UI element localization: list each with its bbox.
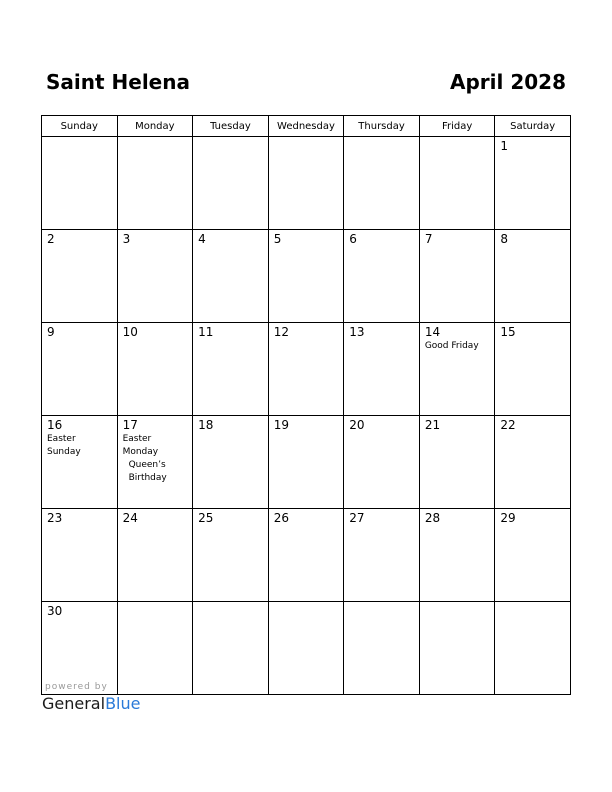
day-cell [419,323,495,416]
day-number: 1 [500,139,509,153]
day-cell [193,230,269,323]
weekday-monday: Monday [117,116,193,137]
day-cell [268,416,344,509]
holiday-label: Queen’s Birthday [128,460,167,483]
day-cell [42,509,118,602]
day-cell [495,137,571,230]
day-cell [117,323,193,416]
day-number: 27 [349,511,365,525]
weekday-tuesday: Tuesday [193,116,269,137]
calendar-grid [41,115,571,695]
day-number: 6 [349,232,357,246]
week-row [42,323,571,416]
day-cell [42,137,118,230]
day-number: 4 [198,232,206,246]
day-number: 9 [47,325,55,339]
day-number: 13 [349,325,365,339]
day-number: 12 [273,325,289,339]
day-cell [193,416,269,509]
weekday-sunday: Sunday [42,116,118,137]
day-number: 25 [198,511,214,525]
day-cell [419,509,495,602]
day-cell [419,137,495,230]
day-cell [344,416,420,509]
day-cell [42,602,118,695]
day-number: 2 [47,232,55,246]
day-cell [268,509,344,602]
weekday-thursday: Thursday [344,116,420,137]
day-cell [419,230,495,323]
week-row [42,509,571,602]
day-cell [495,509,571,602]
day-number: 29 [500,511,516,525]
day-cell [117,137,193,230]
day-number: 23 [47,511,63,525]
day-cell [117,602,193,695]
day-cell [495,602,571,695]
day-cell [117,416,193,509]
day-number: 18 [198,418,214,432]
week-row [42,602,571,695]
day-number: 5 [273,232,282,246]
day-cell [495,323,571,416]
month-title: April 2028 [450,70,566,94]
day-number: 19 [273,418,289,432]
day-number: 28 [424,511,441,525]
day-number: 21 [424,418,441,432]
day-cell [193,137,269,230]
brand-logo[interactable] [42,694,140,713]
day-cell [42,230,118,323]
day-cell [268,230,344,323]
region-title: Saint Helena [46,70,190,94]
week-row [42,137,571,230]
day-cell [419,416,495,509]
day-cell [344,230,420,323]
day-cell [344,509,420,602]
day-cell [344,137,420,230]
holiday-label: Easter Sunday [47,434,81,457]
day-cell [117,509,193,602]
brand-blue: Blue [105,694,141,713]
day-number: 16 [47,418,63,432]
day-number: 10 [122,325,138,339]
day-cell [42,323,118,416]
day-cell [419,602,495,695]
day-number: 22 [500,418,516,432]
holiday-label: Good Friday [424,341,479,351]
brand-general: General [42,694,106,713]
day-number: 7 [424,232,433,246]
day-cell [495,230,571,323]
weekday-friday: Friday [419,116,495,137]
day-number: 3 [122,232,131,246]
day-number: 8 [500,232,509,246]
weekday-saturday: Saturday [495,116,571,137]
day-cell [344,602,420,695]
day-number: 15 [500,325,516,339]
day-cell [344,323,420,416]
day-cell [268,137,344,230]
day-cell [495,416,571,509]
day-cell [193,323,269,416]
week-row [42,230,571,323]
holiday-label: Easter Monday [122,434,159,457]
day-cell [117,230,193,323]
weekday-header-row [42,116,571,137]
powered-by-text: powered by [45,682,108,692]
day-cell [268,602,344,695]
day-number: 11 [198,325,214,339]
day-cell [268,323,344,416]
day-number: 26 [273,511,289,525]
day-cell [42,416,118,509]
day-number: 24 [122,511,138,525]
week-row [42,416,571,509]
day-number: 17 [122,418,138,432]
day-cell [193,602,269,695]
day-number: 20 [349,418,365,432]
day-cell [193,509,269,602]
day-number: 30 [47,604,63,618]
weekday-wednesday: Wednesday [268,116,344,137]
day-number: 14 [424,325,441,339]
